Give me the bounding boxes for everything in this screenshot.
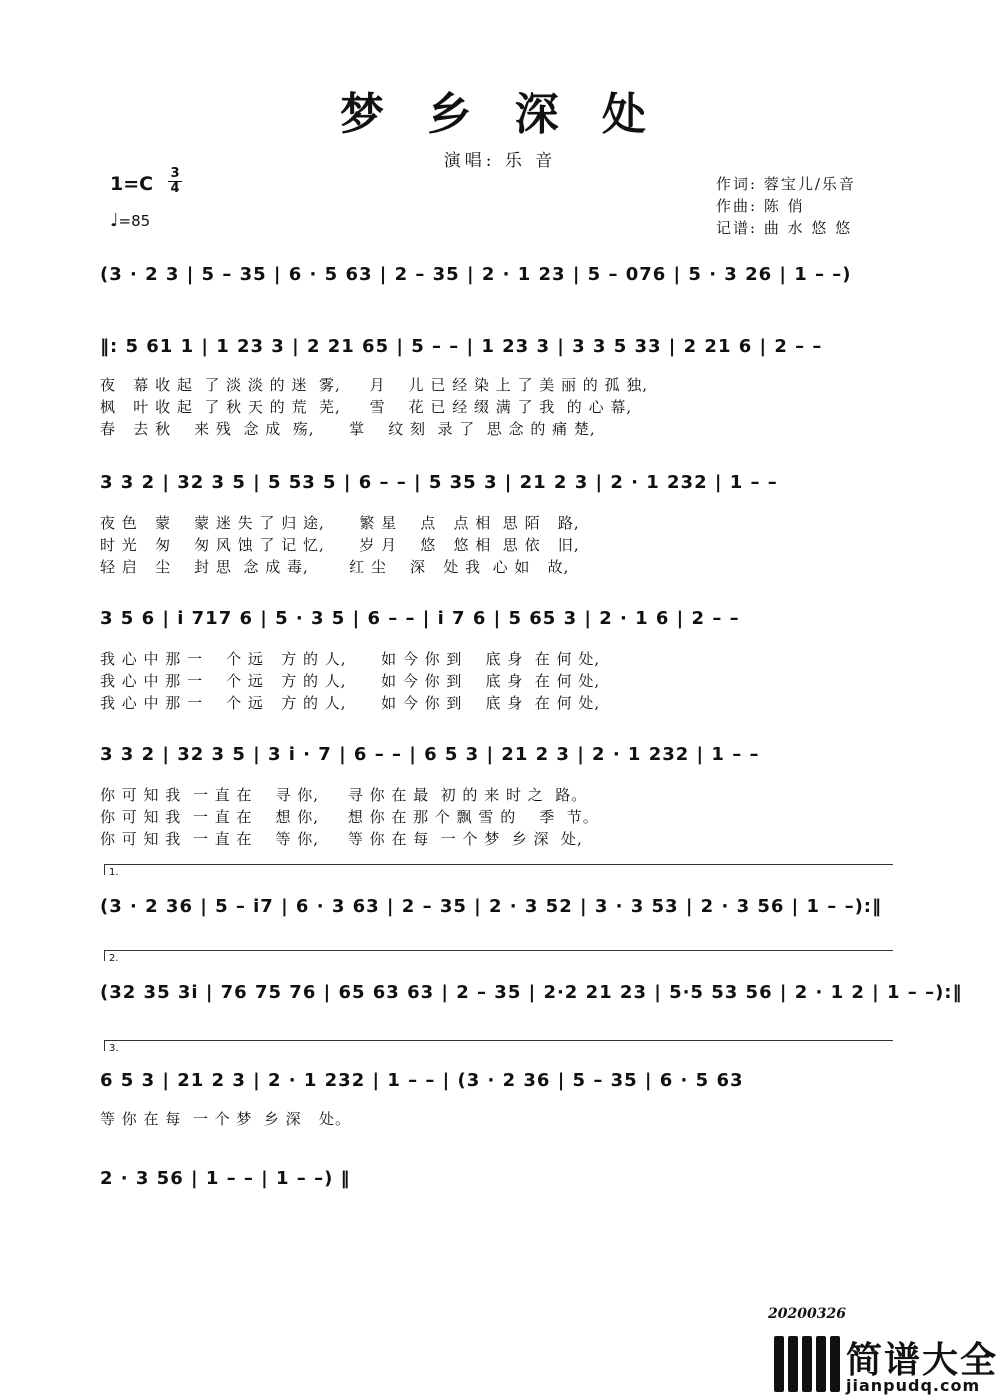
notation-row: (32 35 3i | 76 75 76 | 65 63 63 | 2 – 35 | 2·2 21 23 | 5·5 53 56 | 2 · 1 2 | 1 – –):‖: [100, 982, 963, 1003]
score-line-coda: [100, 1168, 900, 1208]
tempo-value: =85: [118, 212, 151, 230]
piano-keys-icon: [772, 1330, 842, 1400]
key-signature: 1=C: [110, 173, 154, 195]
score-line-verse-b: [100, 472, 900, 576]
lyric-row-1: 夜 色 蒙 蒙 迷 失 了 归 途, 繁 星 点 点 相 思 陌 路,: [100, 514, 580, 532]
score-line-ending-3: [100, 1070, 900, 1140]
notation-row: 2 · 3 56 | 1 – – | 1 – –) ‖: [100, 1168, 351, 1189]
notation-row: 3 3 2 | 32 3 5 | 5 53 5 | 6 – – | 5 35 3 | 21 2 3 | 2 · 1 232 | 1 – –: [100, 472, 778, 493]
volta-bracket-2: 2.: [104, 950, 893, 961]
meter-top: 3: [170, 166, 180, 181]
time-signature: [168, 168, 182, 195]
song-title: 梦 乡 深 处: [340, 89, 660, 140]
volta-bracket-3: 3.: [104, 1040, 893, 1051]
site-name: 简谱大全: [846, 1340, 999, 1381]
site-url: jianpudq.com: [846, 1376, 981, 1395]
score-line-verse-a: [100, 336, 900, 436]
tempo-marking: [110, 210, 150, 231]
notation-row: 6 5 3 | 21 2 3 | 2 · 1 232 | 1 – – | (3 · 2 36 | 5 – 35 | 6 · 5 63: [100, 1070, 744, 1091]
lyric-row-3: 轻 启 尘 封 思 念 成 毒, 红 尘 深 处 我 心 如 故,: [100, 558, 570, 576]
score-line-chorus-b: [100, 744, 900, 848]
lyric-row-1: 你 可 知 我 一 直 在 寻 你, 寻 你 在 最 初 的 来 时 之 路。: [100, 786, 588, 804]
lyric-row-1: 等 你 在 每 一 个 梦 乡 深 处。: [100, 1110, 351, 1128]
score-line-ending-2: [100, 982, 963, 1022]
notation-row: 3 5 6 | i 717 6 | 5 · 3 5 | 6 – – | i 7 6 | 5 65 3 | 2 · 1 6 | 2 – –: [100, 608, 740, 629]
lyric-row-3: 我 心 中 那 一 个 远 方 的 人, 如 今 你 到 底 身 在 何 处,: [100, 694, 601, 712]
meter-bottom: 4: [170, 181, 180, 196]
lyric-row-2: 枫 叶 收 起 了 秋 天 的 荒 芜, 雪 花 已 经 缀 满 了 我 的 心 幕,: [100, 398, 633, 416]
transcription-date: 20200326: [768, 1306, 846, 1322]
notation-row: 3 3 2 | 32 3 5 | 3 i · 7 | 6 – – | 6 5 3 | 21 2 3 | 2 · 1 232 | 1 – –: [100, 744, 760, 765]
lyric-row-2: 时 光 匆 匆 风 蚀 了 记 忆, 岁 月 悠 悠 相 思 依 旧,: [100, 536, 580, 554]
singer-credit: 演唱: 乐 音: [443, 151, 557, 171]
lyric-row-1: 我 心 中 那 一 个 远 方 的 人, 如 今 你 到 底 身 在 何 处,: [100, 650, 601, 668]
notation-row: (3 · 2 3 | 5 – 35 | 6 · 5 63 | 2 – 35 | 2 · 1 23 | 5 – 076 | 5 · 3 26 | 1 – –): [100, 264, 852, 285]
score-line-ending-1: [100, 896, 900, 936]
lyric-row-2: 我 心 中 那 一 个 远 方 的 人, 如 今 你 到 底 身 在 何 处,: [100, 672, 601, 690]
site-logo[interactable]: [772, 1330, 1000, 1400]
volta-bracket-1: 1.: [104, 864, 893, 875]
score-line-chorus-a: [100, 608, 900, 712]
quarter-note-icon: ♩: [110, 210, 119, 231]
lyricist-credit: 作词: 蓉宝儿/乐音: [716, 175, 856, 193]
notation-row: ‖: 5 61 1 | 1 23 3 | 2 21 65 | 5 – – | 1 23 3 | 3 3 5 33 | 2 21 6 | 2 – –: [100, 336, 823, 357]
lyric-row-3: 你 可 知 我 一 直 在 等 你, 等 你 在 每 一 个 梦 乡 深 处,: [100, 830, 583, 848]
transcriber-credit: 记谱: 曲 水 悠 悠: [716, 219, 853, 237]
composer-credit: 作曲: 陈 俏: [716, 197, 805, 215]
score-line-intro: [100, 258, 900, 298]
credits: [716, 173, 856, 239]
lyric-row-3: 春 去 秋 来 残 念 成 殇, 掌 纹 刻 录 了 思 念 的 痛 楚,: [100, 420, 596, 438]
lyric-row-2: 你 可 知 我 一 直 在 想 你, 想 你 在 那 个 飘 雪 的 季 节。: [100, 808, 599, 826]
notation-row: (3 · 2 36 | 5 – i7 | 6 · 3 63 | 2 – 35 | 2 · 3 52 | 3 · 3 53 | 2 · 3 56 | 1 – –):‖: [100, 896, 882, 917]
lyric-row-1: 夜 幕 收 起 了 淡 淡 的 迷 雾, 月 儿 已 经 染 上 了 美 丽 的 孤 独,: [100, 376, 649, 394]
